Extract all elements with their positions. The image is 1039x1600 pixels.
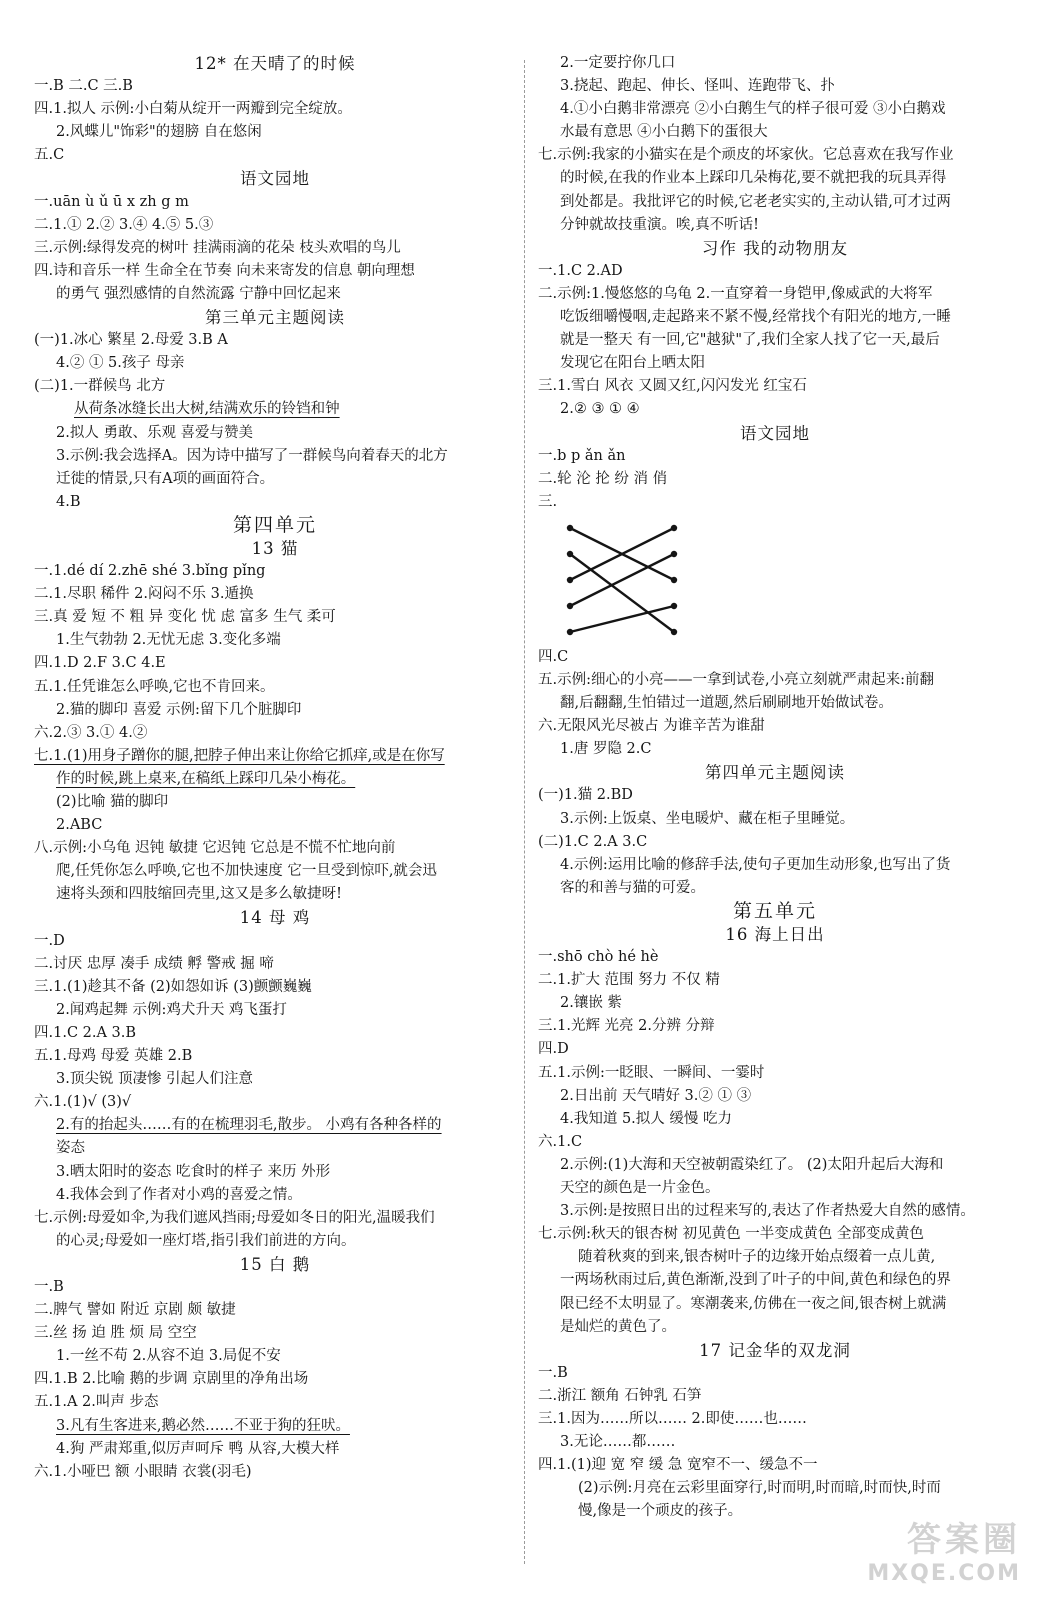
answer-line: 水最有意思 ④小白鹅下的蛋很大 [560,124,768,141]
answer-line: 四.C [538,648,569,665]
left-column [34,52,516,1484]
answer-line: 迁徙的情景,只有A项的画面符合。 [56,470,275,487]
matching-lines-diagram [538,514,1012,646]
answer-line: 四.1.C 2.A 3.B [34,1024,137,1041]
answer-line: 翻,后翻翻,生怕错过一道题,然后刷刷地开始做试卷。 [560,695,893,712]
match-dot [567,525,573,531]
answer-line: 七.示例:我家的小猫实在是个顽皮的坏家伙。它总喜欢在我写作业 [538,147,954,164]
answer-line: 一.1.dé dí 2.zhē shé 3.bǐng pǐng [34,563,266,580]
column-divider [524,60,525,1564]
answer-line: 二.示例:1.慢悠悠的乌龟 2.一直穿着一身铠甲,像威武的大将军 [538,285,933,302]
answer-line: 的勇气 强烈感情的自然流露 宁静中回忆起来 [56,285,341,302]
answer-line: 五.示例:细心的小亮——一拿到试卷,小亮立刻就严肃起来:前翻 [538,671,934,688]
section-heading: 语文园地 [740,423,810,443]
answer-line: 六.无限风光尽被占 为谁辛苦为谁甜 [538,718,765,735]
answer-line: 二.脾气 譬如 附近 京剧 颇 敏捷 [34,1302,236,1319]
answer-line: 二.1.扩大 范围 努力 不仅 精 [538,972,720,989]
answer-line: 4.② ① 5.孩子 母亲 [56,355,185,372]
answer-line: 1.一丝不苟 2.从容不迫 3.局促不安 [56,1348,281,1365]
answer-line: 六.1.(1)√ (3)√ [34,1094,132,1111]
answer-line: 2.日出前 天气晴好 3.② ① ③ [560,1087,752,1104]
answer-line: 2.② ③ ① ④ [560,401,640,418]
answer-line: 3.示例:上饭桌、坐电暖炉、藏在柜子里睡觉。 [560,810,855,827]
answer-line: 随着秋爽的到来,银杏树叶子的边缘开始点缀着一点儿黄, [578,1249,936,1266]
section-heading: 13 猫 [251,538,299,558]
answer-line: 发现它在阳台上晒太阳 [560,355,705,372]
answer-line: 2.猫的脚印 喜爱 示例:留下几个脏脚印 [56,701,302,718]
answer-line: 2.示例:(1)大海和天空被朝霞染红了。 (2)太阳升起后大海和 [560,1156,944,1173]
answer-line: 2.一定要拧你几口 [560,55,676,71]
section-heading: 第四单元 [232,513,317,536]
answer-line: 四.1.B 2.比喻 鹅的步调 京剧里的净角出场 [34,1371,309,1388]
watermark [867,1512,1021,1586]
answer-line: 1.唐 罗隐 2.C [560,741,652,758]
answer-line: 七.示例:母爱如伞,为我们遮风挡雨;母爱如冬日的阳光,温暖我们 [34,1209,435,1226]
answer-line: 二.浙江 额角 石钟乳 石笋 [538,1387,702,1404]
answer-line: 慢,像是一个顽皮的孩子。 [578,1503,743,1520]
match-dot [671,525,677,531]
answer-line: 就是一整天 有一回,它"越狱"了,我们全家人找了它一天,最后 [560,332,940,349]
answer-line: 一.B [538,1364,568,1381]
answer-line: 四.D [538,1041,569,1058]
answer-line: 姿态 [56,1140,85,1157]
answer-line: 4.①小白鹅非常漂亮 ②小白鹅生气的样子很可爱 ③小白鹅戏 [560,101,946,118]
section-heading: 第五单元 [732,899,817,922]
answer-line: 三.1.因为……所以…… 2.即使……也…… [538,1410,807,1427]
answer-line: 一.B 二.C 三.B [34,78,133,95]
section-heading: 16 海上日出 [725,925,825,944]
section-heading: 语文园地 [240,169,310,189]
answer-line: 五.1.任凭谁怎么呼唤,它也不肯回来。 [34,678,275,695]
answer-line: 4.我体会到了作者对小鸡的喜爱之情。 [56,1186,302,1203]
answer-line: 四.1.(1)迎 宽 窄 缓 急 宽窄不一、缓急不一 [538,1457,818,1474]
answer-line: 爬,任凭你怎么呼唤,它也不加快速度 它一旦受到惊吓,就会迅 [56,863,437,880]
answer-line: (2)比喻 猫的脚印 [56,794,169,810]
right-column [538,52,1012,1523]
section-heading: 12* 在天晴了的时候 [194,54,356,73]
answer-line: 客的和善与猫的可爱。 [560,879,705,896]
section-heading: 14 母 鸡 [239,908,311,928]
answer-line: 3.凡有生客进来,鹅必然……不亚于狗的狂吠。 [56,1417,350,1434]
answer-line: 2.闻鸡起舞 示例:鸡犬升天 鸡飞蛋打 [56,1001,287,1018]
answer-line: 五.1.母鸡 母爱 英雄 2.B [34,1048,193,1065]
answer-line: 3.挠起、跑起、伸长、怪叫、连跑带飞、扑 [560,78,835,95]
answer-line: 三.丝 扬 迫 胜 烦 局 空空 [34,1325,197,1342]
answer-line: 2.有的抬起头……有的在梳理羽毛,散步。 小鸡有各种各样的 [56,1117,442,1134]
answer-line: 三.1.(1)趁其不备 (2)如怨如诉 (3)颤颤巍巍 [34,978,312,995]
answer-line: 2.风蝶儿"饰彩"的翅膀 自在悠闲 [56,124,262,141]
match-dot [567,577,573,583]
answer-line: 三.1.雪白 风衣 又圆又红,闪闪发光 红宝石 [538,378,807,395]
answer-line: 3.无论……都…… [560,1434,676,1451]
answer-line: 4.我知道 5.拟人 缓慢 吃力 [560,1110,732,1127]
answer-line: 3.顶尖锐 顶凄惨 引起人们注意 [56,1071,254,1088]
answer-line: 四.1.拟人 示例:小白菊从绽开一两瓣到完全绽放。 [34,101,352,118]
watermark-logo: 答案圈 [907,1520,1021,1560]
answer-line: 一.B [34,1278,64,1295]
section-heading: 第四单元主题阅读 [705,763,845,783]
answer-line: 一.b p ǎn ǎn [538,447,626,464]
answer-line: 3.示例:是按照日出的过程来写的,表达了作者热爱大自然的感情。 [560,1203,975,1220]
match-dot [671,577,677,583]
answer-line: 2.拟人 勇敢、乐观 喜爱与赞美 [56,424,254,441]
answer-line: 4.狗 严肃郑重,似厉声呵斥 鸭 从容,大模大样 [56,1440,340,1457]
answer-line: 八.示例:小乌龟 迟钝 敏捷 它迟钝 它总是不慌不忙地向前 [34,840,396,857]
answer-line: 是灿烂的黄色了。 [560,1318,676,1335]
match-dot [671,603,677,609]
match-dot [671,629,677,635]
answer-line: 七.1.(1)用身子蹭你的腿,把脖子伸出来让你给它抓痒,或是在你写 [34,747,445,764]
answer-line: 一.uān ù ǔ ū x zh g m [34,193,189,210]
answer-line: (一)1.冰心 繁星 2.母爱 3.B A [34,332,228,349]
answer-line: 一两场秋雨过后,黄色渐渐,没到了叶子的中间,黄色和绿色的界 [560,1272,951,1289]
answer-line: 的时候,在我的作业本上踩印几朵梅花,要不就把我的玩具弄得 [560,170,947,187]
answer-line: 六.1.C [538,1133,583,1150]
match-line [570,554,674,606]
answer-line: 四.诗和音乐一样 生命全在节奏 向未来寄发的信息 朝向理想 [34,262,415,279]
match-line [570,554,674,632]
watermark-url: MXQE.COM [867,1561,1021,1586]
match-dot [567,629,573,635]
answer-line: 3.示例:我会选择A。因为诗中描写了一群候鸟向着春天的北方 [56,447,448,464]
answer-line: 分钟就故技重演。唉,真不听话! [560,216,759,233]
match-dot [567,603,573,609]
answer-line: 的心灵;母爱如一座灯塔,指引我们前进的方向。 [56,1232,356,1249]
answer-line: 速将头颈和四肢缩回壳里,这又是多么敏捷呀! [56,886,342,903]
answer-line: 3.晒太阳时的姿态 吃食时的样子 来历 外形 [56,1163,331,1180]
answer-line: 4.B [56,493,81,510]
answer-line: 三.真 爱 短 不 粗 异 变化 忧 虑 富多 生气 柔可 [34,609,336,626]
answer-line: 吃饭细嚼慢咽,走起路来不紧不慢,经常找个有阳光的地方,一睡 [560,309,951,326]
answer-line: 三. [538,493,558,510]
answer-line: 三.示例:绿得发亮的树叶 挂满雨滴的花朵 枝头欢唱的鸟儿 [34,239,401,256]
answer-line: 四.1.D 2.F 3.C 4.E [34,655,166,672]
answer-line: 2.镶嵌 紫 [560,995,622,1012]
answer-line: 三.1.光辉 光亮 2.分辨 分辩 [538,1018,715,1035]
answer-line: 五.C [34,147,65,164]
match-dot [671,551,677,557]
answer-line: 限已经不太明显了。寒潮袭来,仿佛在一夜之间,银杏树上就满 [560,1295,947,1312]
answer-line: (二)1.一群候鸟 北方 [34,378,166,395]
section-heading: 17 记金华的双龙洞 [699,1340,851,1360]
answer-line: (一)1.猫 2.BD [538,787,633,804]
answer-line: 从荷条冰缝长出大树,结满欢乐的铃铛和钟 [74,401,340,418]
answer-line: 天空的颜色是一片金色。 [560,1180,720,1197]
answer-line: (二)1.C 2.A 3.C [538,833,648,850]
answer-line: 五.1.A 2.叫声 步态 [34,1394,159,1411]
answer-line: 一.1.C 2.AD [538,262,623,279]
answer-line: 到处都是。我批评它的时候,它老老实实的,主动认错,可才过两 [560,193,951,210]
match-dot [567,551,573,557]
answer-line: 二.讨厌 忠厚 凑手 成绩 孵 警戒 掘 啼 [34,955,274,972]
answer-line: 一.shō chò hé hè [538,949,659,966]
answer-line: 4.示例:运用比喻的修辞手法,使句子更加生动形象,也写出了货 [560,856,951,873]
answer-line: 七.示例:秋天的银杏树 初见黄色 一半变成黄色 全部变成黄色 [538,1226,924,1243]
answer-line: 六.1.小哑巴 额 小眼睛 衣裳(羽毛) [34,1463,252,1480]
answer-line: 二.1.① 2.② 3.④ 4.⑤ 5.③ [34,216,214,233]
answer-line: 二.轮 沦 抡 纷 消 俏 [538,470,668,487]
answer-line: 五.1.示例:一眨眼、一瞬间、一霎时 [538,1064,765,1081]
answer-line: 1.生气勃勃 2.无忧无虑 3.变化多端 [56,632,281,649]
answer-line: 二.1.尽职 稀件 2.闷闷不乐 3.遁换 [34,586,254,603]
section-heading: 第三单元主题阅读 [205,308,345,328]
section-heading: 15 白 鹅 [239,1254,311,1274]
answer-line: 六.2.③ 3.① 4.② [34,724,148,741]
answer-line: 作的时候,跳上桌来,在稿纸上踩印几朵小梅花。 [56,770,356,787]
section-heading: 习作 我的动物朋友 [701,238,849,258]
answer-line: 一.D [34,932,65,949]
answer-line: 2.ABC [56,817,103,834]
answer-line: (2)示例:月亮在云彩里面穿行,时而明,时而暗,时而快,时而 [578,1480,941,1497]
